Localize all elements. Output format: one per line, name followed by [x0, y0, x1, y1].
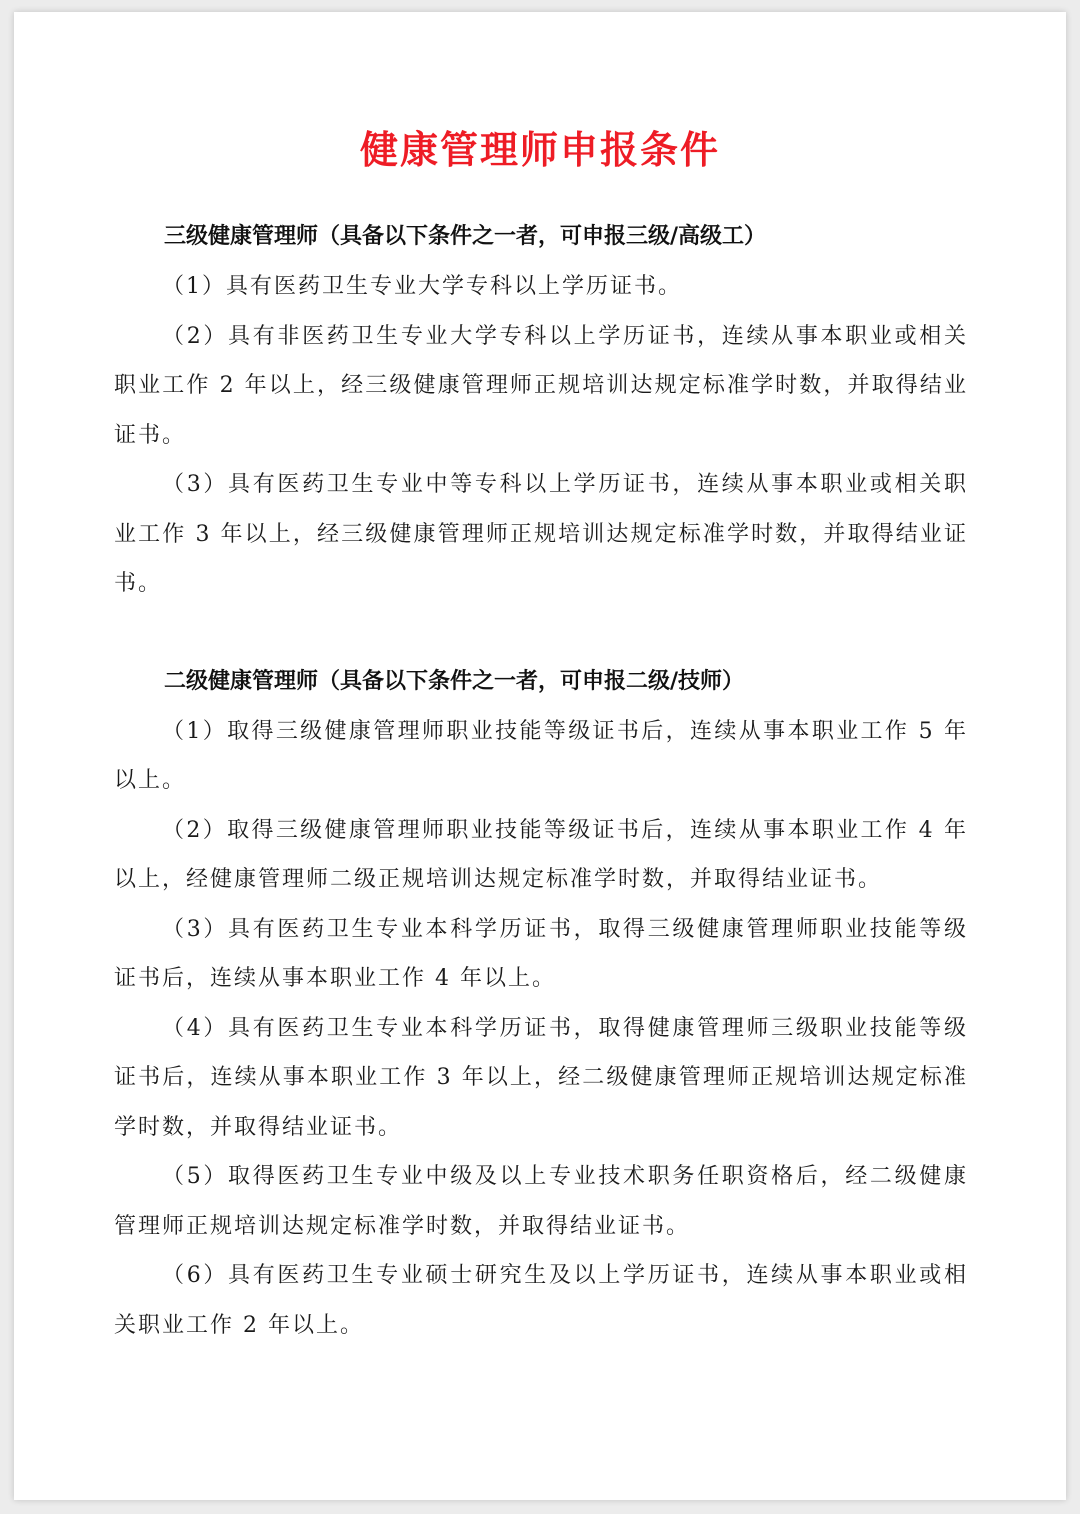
condition-item: （5）取得医药卫生专业中级及以上专业技术职务任职资格后，经二级健康管理师正规培训达规定标准学时数，并取得结业证书。 — [114, 1164, 968, 1239]
section-heading: 三级健康管理师（具备以下条件之一者，可申报三级/高级工） — [164, 224, 767, 249]
condition-item: （4）具有医药卫生专业本科学历证书，取得健康管理师三级职业技能等级证书后，连续从事本职业工作 3 年以上，经二级健康管理师正规培训达规定标准学时数，并取得结业证书。 — [114, 1015, 968, 1140]
condition-item: （3）具有医药卫生专业中等专科以上学历证书，连续从事本职业或相关职业工作 3 年以上，经三级健康管理师正规培训达规定标准学时数，并取得结业证书。 — [114, 472, 968, 596]
document-page — [14, 12, 1066, 1500]
condition-item: （6）具有医药卫生专业硕士研究生及以上学历证书，连续从事本职业或相关职业工作 2 年以上。 — [114, 1263, 968, 1338]
condition-item: （2）具有非医药卫生专业大学专科以上学历证书，连续从事本职业或相关职业工作 2 年以上，经三级健康管理师正规培训达规定标准学时数，并取得结业证书。 — [114, 323, 968, 448]
condition-item: （2）取得三级健康管理师职业技能等级证书后，连续从事本职业工作 4 年以上，经健康管理师二级正规培训达规定标准学时数，并取得结业证书。 — [114, 817, 968, 892]
document-body — [114, 212, 968, 1350]
condition-item: （3）具有医药卫生专业本科学历证书，取得三级健康管理师职业技能等级证书后，连续从事本职业工作 4 年以上。 — [114, 916, 968, 991]
condition-item: （1）具有医药卫生专业大学专科以上学历证书。 — [162, 274, 682, 299]
document-title: 健康管理师申报条件 — [359, 128, 720, 172]
condition-item: （1）取得三级健康管理师职业技能等级证书后，连续从事本职业工作 5 年以上。 — [114, 718, 968, 793]
section-heading: 二级健康管理师（具备以下条件之一者，可申报二级/技师） — [164, 668, 745, 694]
section-level-3 — [114, 212, 968, 609]
section-level-2 — [114, 657, 968, 1351]
